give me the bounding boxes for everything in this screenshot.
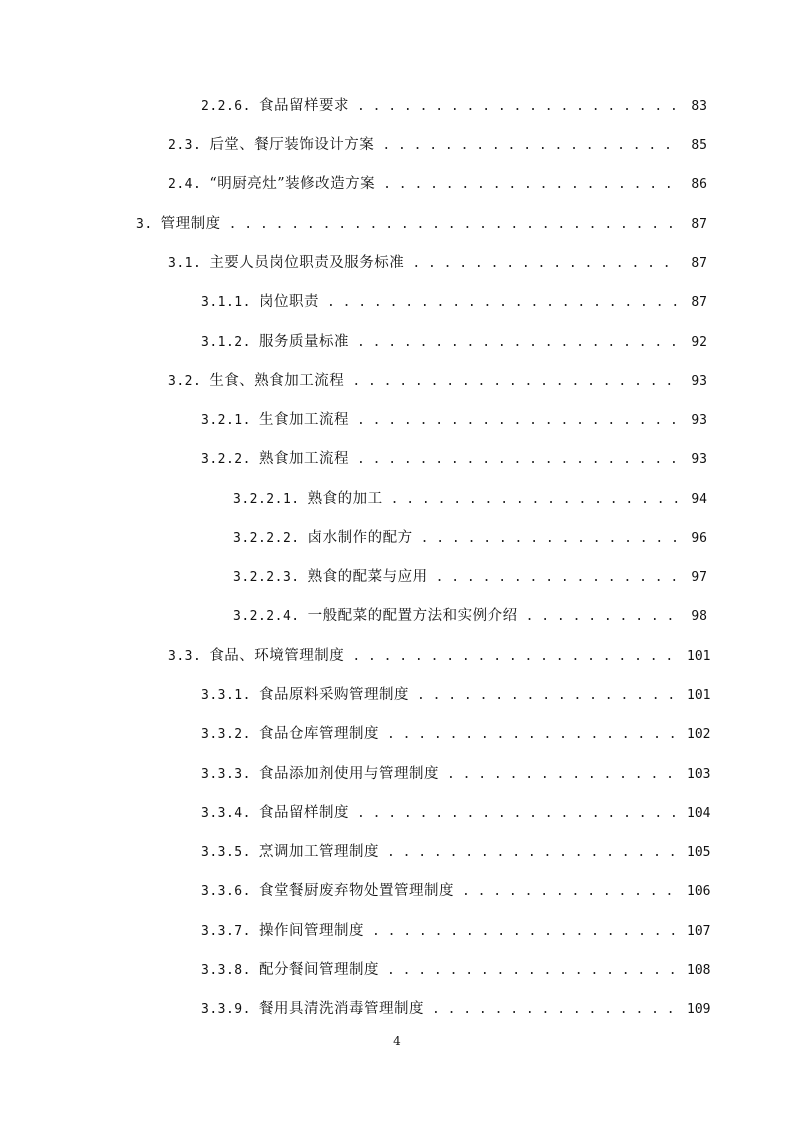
toc-page: 107 xyxy=(687,924,711,939)
toc-entry[interactable] xyxy=(201,722,711,746)
toc-title: 主要人员岗位职责及服务标准 xyxy=(209,255,405,271)
toc-title: 生食、熟食加工流程 xyxy=(209,373,345,389)
toc-page: 109 xyxy=(687,1002,711,1017)
toc-page: 83 xyxy=(691,99,707,114)
toc-number: 3.2.2.2. xyxy=(233,531,300,546)
toc-number: 3.1.1. xyxy=(201,295,251,310)
toc-number: 3.1.2. xyxy=(201,335,251,350)
dot-leader xyxy=(462,880,679,904)
toc-title: “明厨亮灶”装修改造方案 xyxy=(209,176,376,192)
toc-page: 105 xyxy=(687,845,711,860)
toc-entry[interactable] xyxy=(201,330,707,354)
dot-leader xyxy=(421,527,679,551)
toc-number: 3.2.2. xyxy=(201,452,251,467)
toc-title: 食品留样要求 xyxy=(258,98,349,114)
toc-entry[interactable] xyxy=(201,447,707,471)
dot-leader xyxy=(357,448,679,472)
toc-entry[interactable] xyxy=(201,290,707,314)
toc-page: 101 xyxy=(687,649,711,664)
toc-page: 87 xyxy=(691,217,707,232)
toc-entry[interactable] xyxy=(168,133,707,157)
toc-title: 食品添加剂使用与管理制度 xyxy=(258,766,439,782)
toc-title: 操作间管理制度 xyxy=(258,923,364,939)
toc-title: 餐用具清洗消毒管理制度 xyxy=(258,1001,424,1017)
dot-leader xyxy=(357,802,679,826)
toc-page: 93 xyxy=(691,413,707,428)
toc-number: 3.2.2.4. xyxy=(233,609,300,624)
toc-page: 97 xyxy=(691,570,707,585)
toc-title: 一般配菜的配置方法和实例介绍 xyxy=(307,608,518,624)
toc-entry[interactable] xyxy=(168,251,707,275)
toc-entry[interactable] xyxy=(168,369,707,393)
dot-leader xyxy=(372,920,679,944)
dot-leader xyxy=(436,566,679,590)
toc-entry[interactable] xyxy=(233,604,707,628)
toc-entry[interactable] xyxy=(168,172,707,196)
toc-title: 卤水制作的配方 xyxy=(307,530,413,546)
toc-number: 3.3.1. xyxy=(201,688,251,703)
toc-title: 食品原料采购管理制度 xyxy=(258,687,409,703)
dot-leader xyxy=(387,841,679,865)
toc-title: 管理制度 xyxy=(160,216,221,232)
dot-leader xyxy=(382,134,679,158)
dot-leader xyxy=(383,173,679,197)
toc-number: 3.2.1. xyxy=(201,413,251,428)
toc-page: 103 xyxy=(687,767,711,782)
toc-title: 食品仓库管理制度 xyxy=(258,726,379,742)
toc-title: 服务质量标准 xyxy=(258,334,349,350)
toc-entry[interactable] xyxy=(201,840,711,864)
toc-title: 配分餐间管理制度 xyxy=(258,962,379,978)
dot-leader xyxy=(447,763,679,787)
toc-number: 3.2.2.1. xyxy=(233,492,300,507)
toc-number: 3.2.2.3. xyxy=(233,570,300,585)
dot-leader xyxy=(352,645,679,669)
toc-entry[interactable] xyxy=(201,94,707,118)
toc-number: 3.3.2. xyxy=(201,727,251,742)
toc-entry[interactable] xyxy=(201,997,711,1021)
dot-leader xyxy=(391,488,679,512)
toc-page: 86 xyxy=(691,177,707,192)
toc-page: 93 xyxy=(691,452,707,467)
toc-page: 102 xyxy=(687,727,711,742)
toc-number: 2.2.6. xyxy=(201,99,251,114)
toc-entry[interactable] xyxy=(233,526,707,550)
toc-page: 98 xyxy=(691,609,707,624)
dot-leader xyxy=(387,723,679,747)
toc-title: 熟食的配菜与应用 xyxy=(307,569,428,585)
toc-page: 104 xyxy=(687,806,711,821)
toc-page: 87 xyxy=(691,256,707,271)
toc-entry[interactable] xyxy=(201,879,711,903)
toc-title: 食品、环境管理制度 xyxy=(209,648,345,664)
toc-title: 熟食加工流程 xyxy=(258,451,349,467)
dot-leader xyxy=(387,959,679,983)
toc-entry[interactable] xyxy=(201,408,707,432)
toc-title: 后堂、餐厅装饰设计方案 xyxy=(209,137,375,153)
toc-entry[interactable] xyxy=(201,958,711,982)
dot-leader xyxy=(432,998,679,1022)
dot-leader xyxy=(357,95,679,119)
toc-number: 2.3. xyxy=(168,138,202,153)
dot-leader xyxy=(526,605,679,629)
toc-number: 2.4. xyxy=(168,177,202,192)
toc-number: 3.3.6. xyxy=(201,884,251,899)
toc-title: 烹调加工管理制度 xyxy=(258,844,379,860)
dot-leader xyxy=(357,409,679,433)
toc-title: 岗位职责 xyxy=(258,294,319,310)
dot-leader xyxy=(417,684,679,708)
dot-leader xyxy=(412,252,679,276)
toc-number: 3.2. xyxy=(168,374,202,389)
toc-number: 3.3.8. xyxy=(201,963,251,978)
page-number: 4 xyxy=(393,1034,401,1048)
toc-page: 87 xyxy=(691,295,707,310)
toc-number: 3.1. xyxy=(168,256,202,271)
toc-entry[interactable] xyxy=(233,487,707,511)
toc-page: 106 xyxy=(687,884,711,899)
toc-entry[interactable] xyxy=(168,644,711,668)
toc-page: 92 xyxy=(691,335,707,350)
toc-entry[interactable] xyxy=(201,801,711,825)
toc-page: 93 xyxy=(691,374,707,389)
toc-page: 94 xyxy=(691,492,707,507)
toc-number: 3.3. xyxy=(168,649,202,664)
toc-entry[interactable] xyxy=(201,919,711,943)
toc-number: 3.3.9. xyxy=(201,1002,251,1017)
toc-title: 生食加工流程 xyxy=(258,412,349,428)
dot-leader xyxy=(357,331,679,355)
dot-leader xyxy=(352,370,679,394)
toc-page: 85 xyxy=(691,138,707,153)
toc-title: 食品留样制度 xyxy=(258,805,349,821)
toc-number: 3.3.7. xyxy=(201,924,251,939)
toc-number: 3. xyxy=(136,217,153,232)
toc-number: 3.3.4. xyxy=(201,806,251,821)
toc-page: 108 xyxy=(687,963,711,978)
toc-title: 食堂餐厨废弃物处置管理制度 xyxy=(258,883,454,899)
dot-leader xyxy=(327,291,679,315)
dot-leader xyxy=(229,213,679,237)
toc-number: 3.3.5. xyxy=(201,845,251,860)
toc-entry[interactable] xyxy=(201,683,711,707)
toc-page: 101 xyxy=(687,688,711,703)
toc-entry[interactable] xyxy=(136,212,707,236)
toc-entry[interactable] xyxy=(201,762,711,786)
toc-entry[interactable] xyxy=(233,565,707,589)
toc-page: 96 xyxy=(691,531,707,546)
toc-number: 3.3.3. xyxy=(201,767,251,782)
toc-title: 熟食的加工 xyxy=(307,491,383,507)
